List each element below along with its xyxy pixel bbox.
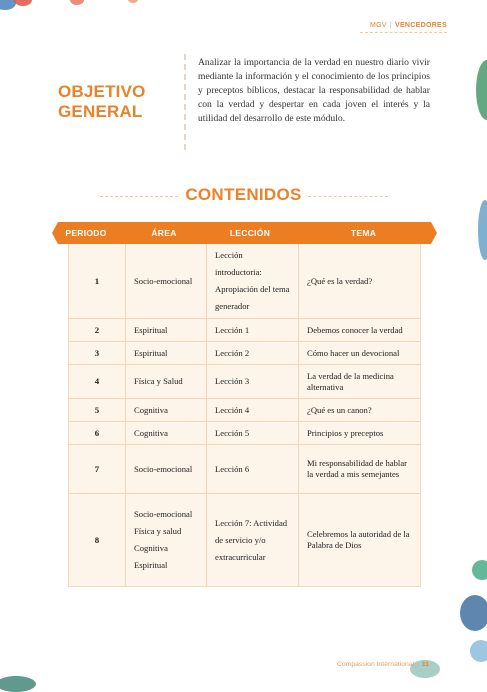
page-number: 11: [421, 661, 429, 668]
cell-tema: Principios y preceptos: [298, 422, 420, 444]
table-body: [68, 244, 421, 587]
table-row: [69, 444, 420, 493]
cell-periodo: 6: [94, 427, 100, 438]
cell-periodo: 8: [94, 534, 100, 545]
cell-leccion: Lección 4: [206, 399, 298, 421]
objective-text: Analizar la importancia de la verdad en nuestro diario vivir mediante la información y el conocimiento de los principios y preceptos bíblicos, destacar la responsabilidad de hablar con la verdad y despertar en cada joven el interés y la utilidad del desarrollo de este módulo.: [198, 57, 430, 124]
col-header-periodo: PERIODO: [65, 228, 107, 238]
cell-leccion: Lección 6: [206, 445, 298, 493]
cell-leccion: Lección 1: [206, 319, 298, 341]
col-header-area: ÁREA: [151, 228, 177, 238]
table-row: [69, 398, 420, 421]
cell-tema: ¿Qué es la verdad?: [298, 244, 420, 318]
cell-area: Espiritual: [125, 319, 206, 341]
cell-leccion: Lección 2: [206, 342, 298, 364]
cell-leccion: Lección 3: [206, 365, 298, 398]
cell-tema: Celebremos la autoridad de la Palabra de Dios: [298, 494, 420, 586]
cell-area: Cognitiva: [125, 422, 206, 444]
cell-area: Socio-emocional: [125, 445, 206, 493]
objective-divider: [184, 54, 186, 150]
footer-org: Compassion International: [336, 661, 415, 668]
cell-tema: ¿Qué es un canon?: [298, 399, 420, 421]
objective-title: OBJETIVO GENERAL: [58, 82, 146, 121]
cell-periodo: 3: [94, 347, 100, 358]
cell-area: Física y Salud: [125, 365, 206, 398]
header-right: VENCEDORES: [394, 22, 447, 29]
cell-leccion: Lección 7: Actividad de servicio y/o extracurricular: [206, 494, 298, 586]
cell-area: Socio-emocional Física y salud Cognitiva Espiritual: [125, 494, 206, 586]
cell-periodo: 4: [94, 376, 100, 386]
table-header: [58, 222, 431, 244]
header-divider: [360, 32, 447, 33]
cell-tema: Mi responsabilidad de hablar la verdad a mis semejantes: [298, 445, 420, 493]
table-row: [69, 341, 420, 364]
col-header-tema: TEMA: [350, 228, 377, 238]
header-tag: MGV | VENCEDORES: [370, 22, 447, 29]
table-row: [69, 421, 420, 444]
contents-title: CONTENIDOS: [185, 185, 302, 204]
cell-area: Espiritual: [125, 342, 206, 364]
contents-table: [58, 222, 431, 587]
col-header-leccion: LECCIÓN: [229, 228, 271, 238]
contents-rule-right: [308, 196, 388, 197]
cell-periodo: 7: [94, 463, 100, 474]
cell-periodo: 1: [94, 275, 100, 286]
cell-area: Socio-emocional: [125, 244, 206, 318]
table-row: [69, 493, 420, 586]
cell-periodo: 5: [94, 404, 100, 415]
cell-tema: La verdad de la medicina alternativa: [298, 365, 420, 398]
cell-leccion: Lección 5: [206, 422, 298, 444]
cell-tema: Debemos conocer la verdad: [298, 319, 420, 341]
cell-periodo: 2: [94, 324, 100, 335]
cell-area: Cognitiva: [125, 399, 206, 421]
table-row: [69, 364, 420, 398]
header-left: MGV: [370, 22, 387, 29]
table-row: [69, 318, 420, 341]
cell-tema: Cómo hacer un devocional: [298, 342, 420, 364]
table-row: [69, 244, 420, 318]
cell-leccion: Lección introductoria: Apropiación del tema generador: [206, 244, 298, 318]
page-footer: Compassion International | 11: [336, 661, 429, 668]
